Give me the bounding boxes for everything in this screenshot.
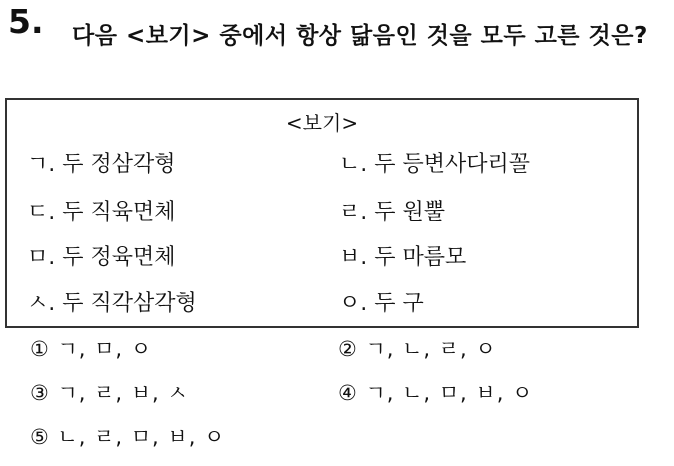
example-item-nieun: ㄴ. 두 등변사다리꼴	[339, 152, 530, 177]
example-item-rieul: ㄹ. 두 원뿔	[339, 200, 445, 225]
example-item-digeut: ㄷ. 두 직육면체	[27, 200, 176, 225]
example-item-giyeok: ㄱ. 두 정삼각형	[27, 152, 176, 177]
answer-choice-4[interactable]: ④ ㄱ, ㄴ, ㅁ, ㅂ, ㅇ	[338, 381, 534, 405]
example-item-bieup: ㅂ. 두 마름모	[339, 245, 467, 270]
answer-choice-2[interactable]: ② ㄱ, ㄴ, ㄹ, ㅇ	[338, 337, 497, 361]
question-number: 5.	[8, 2, 44, 41]
example-item-ieung: ㅇ. 두 구	[339, 291, 424, 316]
question-text: 다음 <보기> 중에서 항상 닮음인 것을 모두 고른 것은?	[72, 23, 648, 49]
answer-choice-3[interactable]: ③ ㄱ, ㄹ, ㅂ, ㅅ	[30, 381, 189, 405]
example-box-title: <보기>	[285, 111, 359, 135]
example-box	[5, 98, 639, 328]
example-item-mieum: ㅁ. 두 정육면체	[27, 245, 176, 270]
answer-choice-1[interactable]: ① ㄱ, ㅁ, ㅇ	[30, 337, 153, 361]
example-item-siot: ㅅ. 두 직각삼각형	[27, 291, 197, 316]
answer-choice-5[interactable]: ⑤ ㄴ, ㄹ, ㅁ, ㅂ, ㅇ	[30, 425, 226, 449]
